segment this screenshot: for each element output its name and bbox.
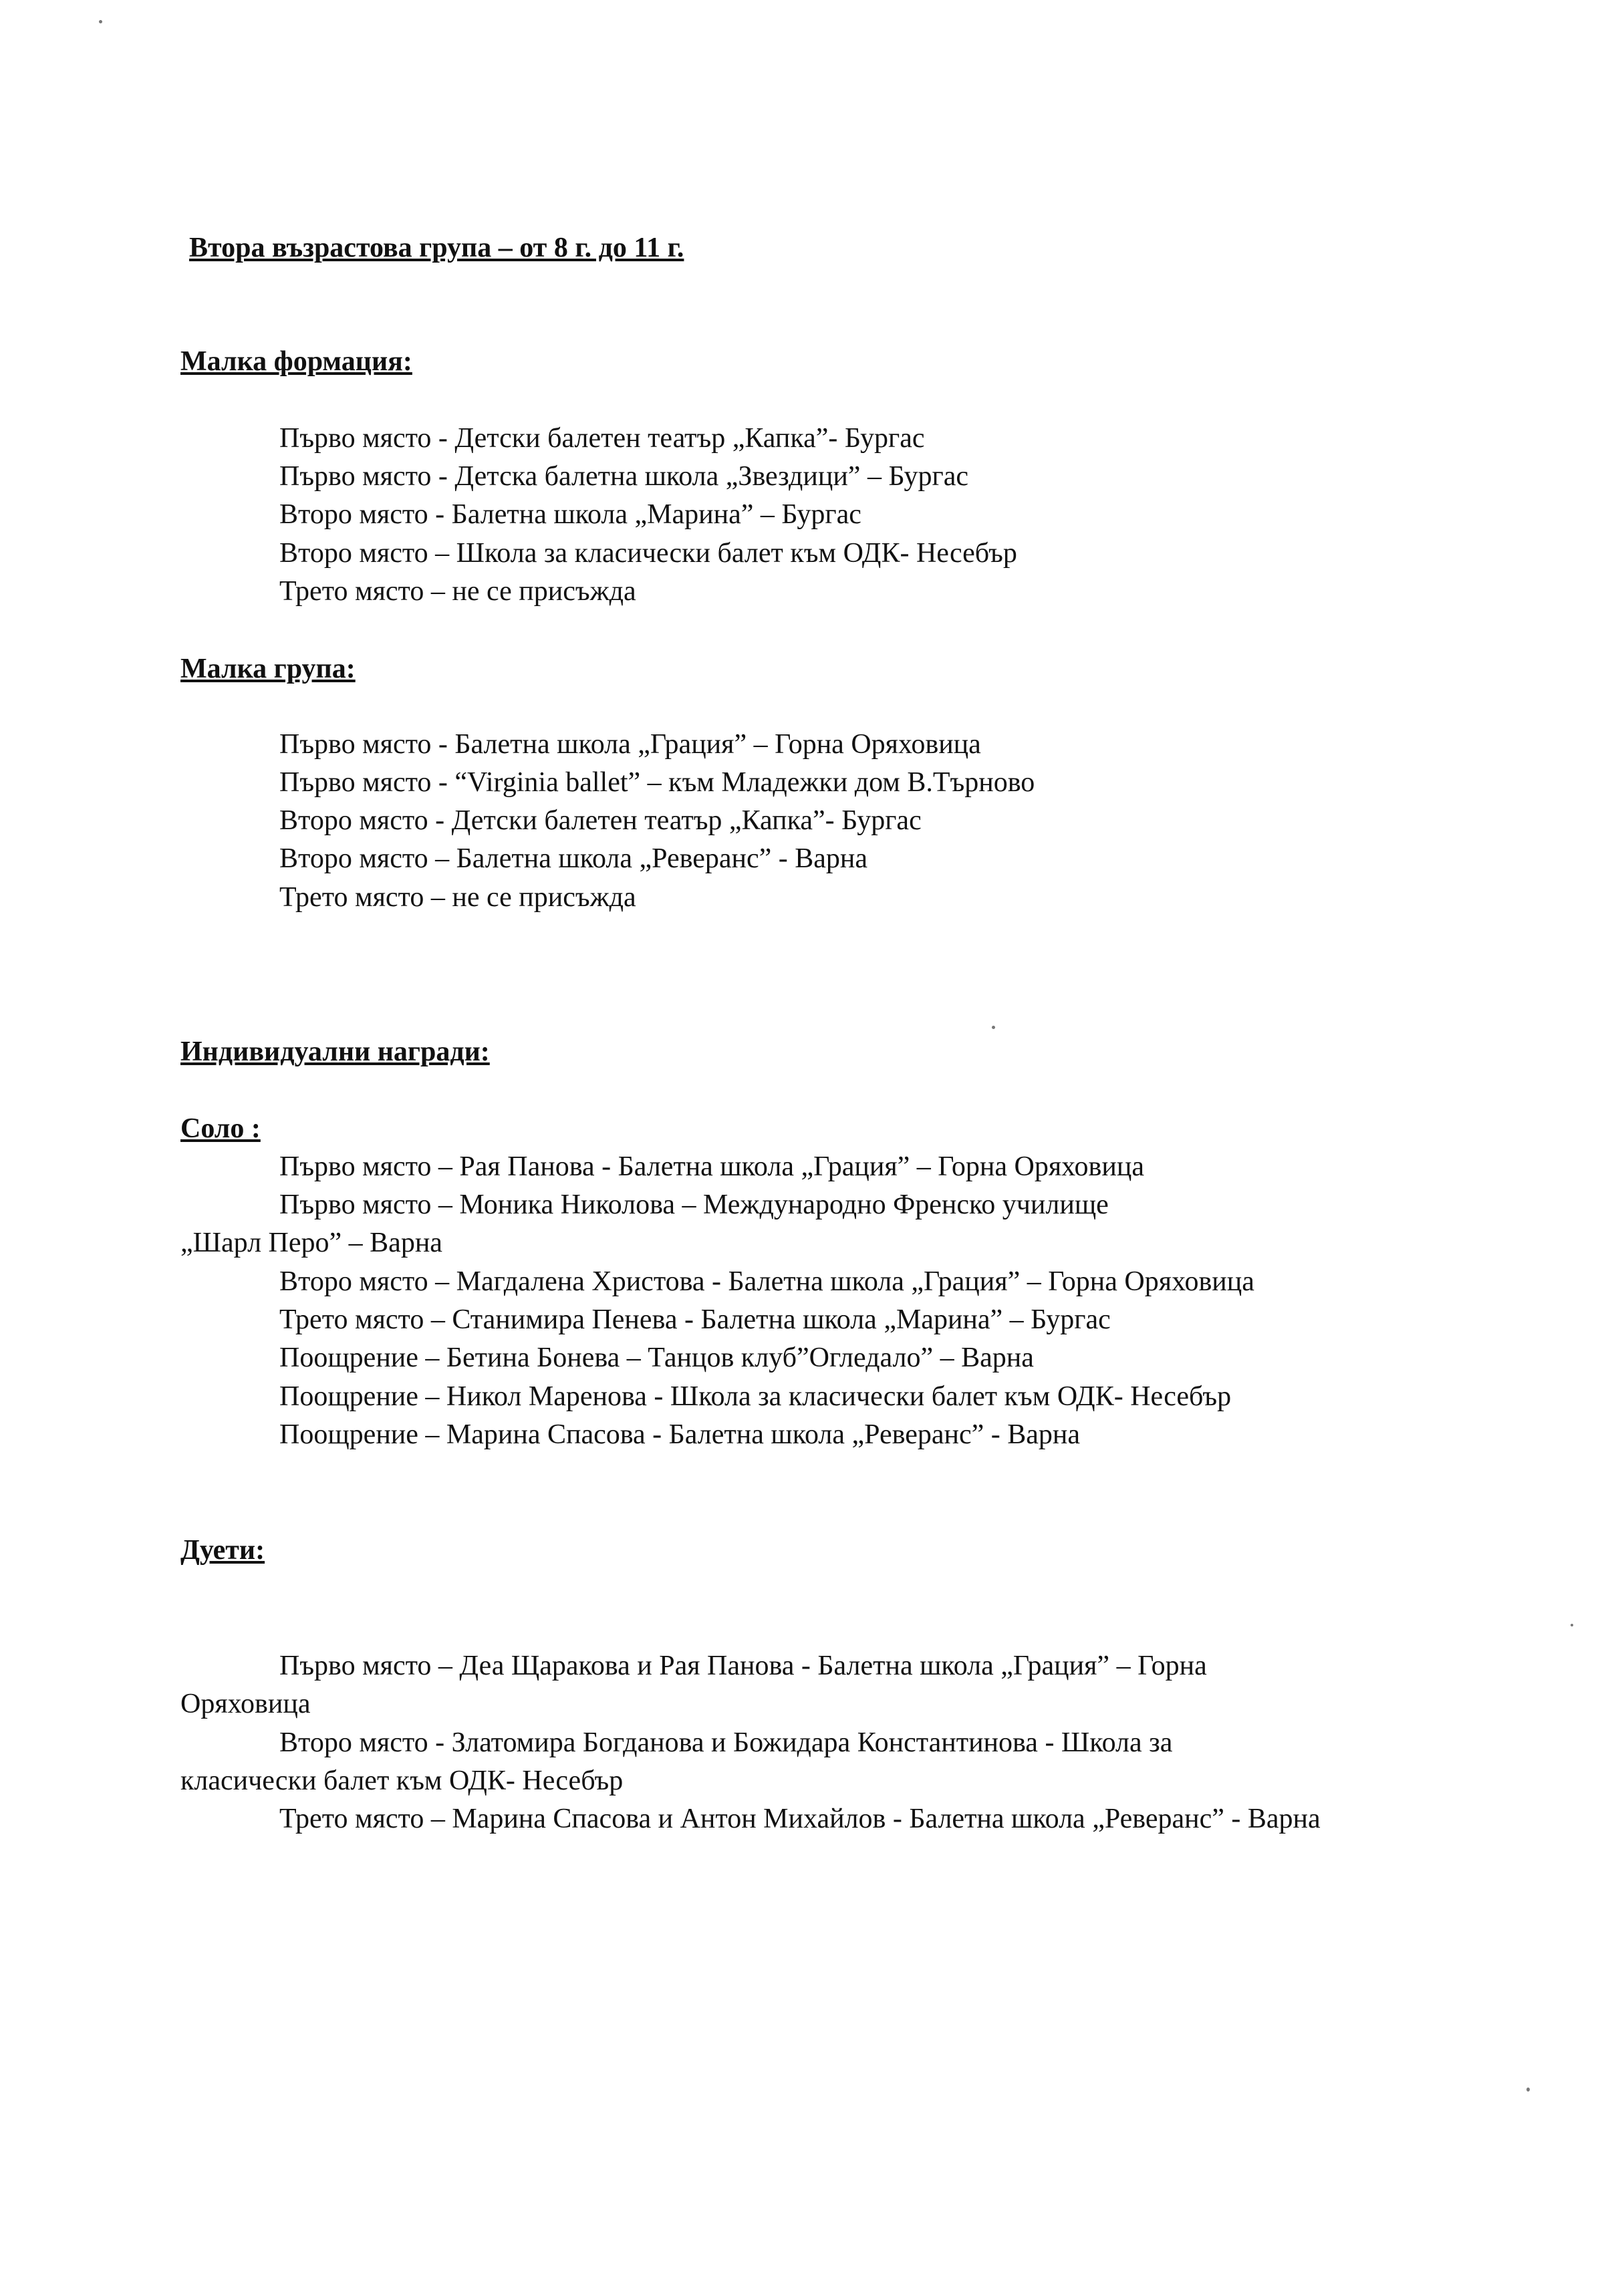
section-heading-solo: Соло : <box>180 1113 261 1144</box>
result-line: Трето място – Марина Спасова и Антон Михайлов - Балетна школа „Реверанс” - Варна <box>279 1804 1321 1834</box>
result-line: Първо място - Балетна школа „Грация” – Горна Оряховица <box>279 729 981 760</box>
result-line: Трето място – Станимира Пенева - Балетна школа „Марина” – Бургас <box>279 1304 1111 1335</box>
result-line: Трето място – не се присъжда <box>279 882 636 913</box>
section-heading-small-formation: Малка формация: <box>180 346 412 377</box>
result-line-continuation: „Шарл Перо” – Варна <box>180 1228 442 1258</box>
result-line: Първо място - Детски балетен театър „Капка”- Бургас <box>279 423 925 454</box>
result-line: Поощрение – Марина Спасова - Балетна школа „Реверанс” - Варна <box>279 1419 1081 1450</box>
result-line-continuation: класически балет към ОДК- Несебър <box>180 1765 624 1796</box>
result-line: Трето място – не се присъжда <box>279 576 636 607</box>
section-heading-individual-awards: Индивидуални награди: <box>180 1036 490 1067</box>
scan-speck <box>1526 2088 1530 2092</box>
result-line: Второ място – Школа за класически балет към ОДК- Несебър <box>279 538 1017 569</box>
result-line: Поощрение – Бетина Бонева – Танцов клуб”Огледало” – Варна <box>279 1342 1034 1373</box>
scan-speck <box>992 1026 995 1029</box>
result-line: Второ място - Балетна школа „Марина” – Бургас <box>279 499 861 530</box>
result-line: Първо място - Детска балетна школа „Звездици” – Бургас <box>279 461 969 492</box>
scan-speck <box>1571 1624 1573 1626</box>
section-heading-small-group: Малка група: <box>180 654 356 684</box>
result-line: Поощрение – Никол Маренова - Школа за класически балет към ОДК- Несебър <box>279 1381 1232 1412</box>
result-line: Първо място – Моника Николова – Международно Френско училище <box>279 1189 1109 1220</box>
result-line: Първо място – Деа Щаракова и Рая Панова - Балетна школа „Грация” – Горна <box>279 1651 1207 1681</box>
scan-speck <box>99 20 102 23</box>
result-line: Второ място - Златомира Богданова и Божидара Константинова - Школа за <box>279 1727 1173 1758</box>
result-line: Първо място - “Virginia ballet” – към Младежки дом В.Търново <box>279 767 1035 798</box>
page-title: Втора възрастова група – от 8 г. до 11 г. <box>189 233 684 263</box>
result-line: Второ място – Балетна школа „Реверанс” - Варна <box>279 843 867 874</box>
result-line: Второ място - Детски балетен театър „Капка”- Бургас <box>279 805 922 836</box>
result-line: Второ място – Магдалена Христова - Балетна школа „Грация” – Горна Оряховица <box>279 1266 1254 1297</box>
section-heading-duets: Дуети: <box>180 1535 265 1566</box>
result-line: Първо място – Рая Панова - Балетна школа „Грация” – Горна Оряховица <box>279 1151 1144 1182</box>
result-line-continuation: Оряховица <box>180 1689 311 1719</box>
